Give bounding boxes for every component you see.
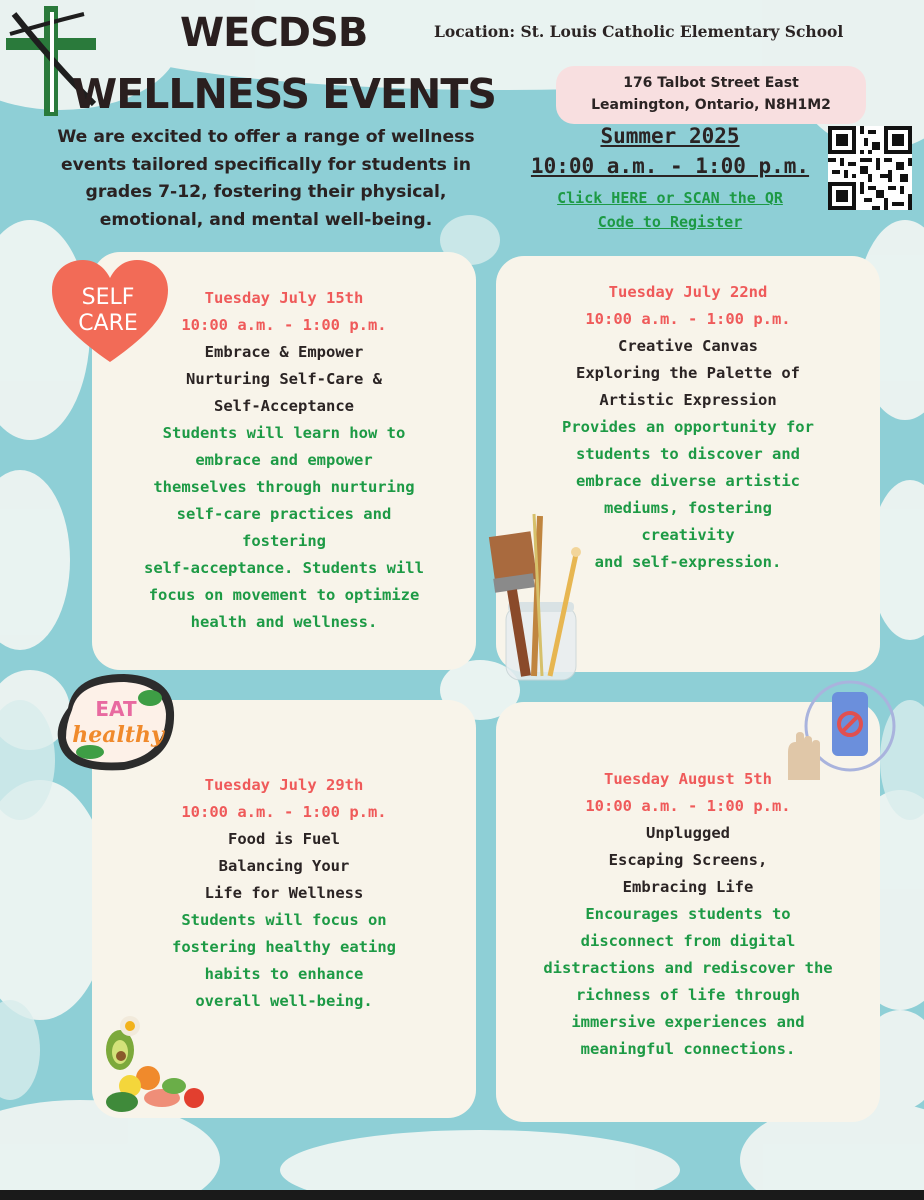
event-desc-line: richness of life through: [576, 986, 800, 1004]
event-desc-line: distractions and rediscover the: [543, 959, 833, 977]
event-title-line: Embracing Life: [622, 878, 754, 896]
address-line-1: 176 Talbot Street East: [623, 75, 799, 92]
event-desc-line: self-care practices and: [176, 505, 392, 523]
intro-line: emotional, and mental well-being.: [99, 209, 433, 230]
event-desc-line: Encourages students to: [585, 905, 791, 923]
event-date: Tuesday July 22nd: [608, 283, 768, 301]
event-desc-line: Students will focus on: [181, 911, 387, 929]
event-desc-line: themselves through nurturing: [153, 478, 415, 496]
season-label: Summer 2025: [600, 124, 740, 148]
address-line-2: Leamington, Ontario, N8H1M2: [591, 97, 831, 113]
event-desc-line: immersive experiences and: [571, 1013, 805, 1031]
event-desc-line: mediums, fostering: [604, 499, 772, 517]
event-desc-line: meaningful connections.: [580, 1040, 796, 1058]
event-desc-line: and self-expression.: [594, 553, 782, 571]
event-date: Tuesday July 15th: [204, 289, 364, 307]
event-desc-line: creativity: [641, 526, 735, 544]
intro-line: We are excited to offer a range of wellness: [57, 127, 475, 147]
address-box: [556, 66, 866, 124]
svg-text:EAT: EAT: [95, 697, 137, 721]
season-time: 10:00 a.m. - 1:00 p.m.: [530, 154, 810, 178]
event-desc-line: health and wellness.: [190, 613, 378, 631]
event-desc-line: fostering: [242, 532, 326, 550]
org-title: WECDSB: [180, 10, 368, 56]
event-desc-line: habits to enhance: [204, 965, 364, 983]
event-time: 10:00 a.m. - 1:00 p.m.: [181, 316, 387, 334]
location-label: Location:: [434, 22, 516, 41]
event-desc-line: Provides an opportunity for: [562, 418, 814, 436]
event-3-content: [96, 772, 472, 1015]
healthy-food-icon: [100, 1010, 208, 1114]
svg-text:healthy: healthy: [72, 722, 164, 748]
event-title-line: Food is Fuel: [228, 830, 340, 848]
bottom-bar: [0, 1190, 924, 1200]
event-desc-line: students to discover and: [576, 445, 800, 463]
schedule-block: [520, 124, 820, 234]
location-line: [434, 22, 843, 41]
event-desc-line: disconnect from digital: [580, 932, 796, 950]
event-desc-line: Students will learn how to: [162, 424, 406, 442]
svg-text:CARE: CARE: [78, 311, 138, 336]
qr-code-icon[interactable]: [828, 126, 912, 210]
no-phone-icon: [784, 680, 896, 792]
page-title: WELLNESS EVENTS: [72, 70, 496, 118]
event-desc-line: embrace and empower: [195, 451, 373, 469]
svg-text:SELF: SELF: [81, 285, 135, 310]
register-link[interactable]: Click HERE or SCAN the QR Code to Register: [557, 189, 783, 231]
self-care-heart-icon: [50, 258, 170, 364]
intro-line: events tailored specifically for students in: [61, 154, 471, 175]
event-title-line: Self-Acceptance: [214, 397, 354, 415]
event-desc-line: overall well-being.: [195, 992, 373, 1010]
event-time: 10:00 a.m. - 1:00 p.m.: [585, 797, 791, 815]
eat-healthy-sticker-icon: [54, 668, 178, 778]
intro-paragraph: [26, 124, 506, 234]
event-desc-line: self-acceptance. Students will: [144, 559, 424, 577]
event-date: Tuesday July 29th: [204, 776, 364, 794]
event-title-line: Exploring the Palette of: [576, 364, 800, 382]
paint-brushes-jar-icon: [486, 506, 590, 682]
event-title-line: Creative Canvas: [618, 337, 758, 355]
location-value: St. Louis Catholic Elementary School: [520, 22, 844, 41]
event-desc-line: focus on movement to optimize: [148, 586, 420, 604]
event-date: Tuesday August 5th: [604, 770, 772, 788]
event-title-line: Artistic Expression: [599, 391, 777, 409]
event-title-line: Unplugged: [646, 824, 730, 842]
event-title-line: Escaping Screens,: [608, 851, 768, 869]
event-title-line: Embrace & Empower: [204, 343, 364, 361]
event-desc-line: embrace diverse artistic: [576, 472, 800, 490]
event-time: 10:00 a.m. - 1:00 p.m.: [181, 803, 387, 821]
event-title-line: Nurturing Self-Care &: [186, 370, 382, 388]
event-title-line: Balancing Your: [218, 857, 350, 875]
event-desc-line: fostering healthy eating: [172, 938, 396, 956]
event-time: 10:00 a.m. - 1:00 p.m.: [585, 310, 791, 328]
event-title-line: Life for Wellness: [204, 884, 364, 902]
intro-line: grades 7-12, fostering their physical,: [85, 182, 447, 203]
event-4-content: [500, 766, 876, 1063]
